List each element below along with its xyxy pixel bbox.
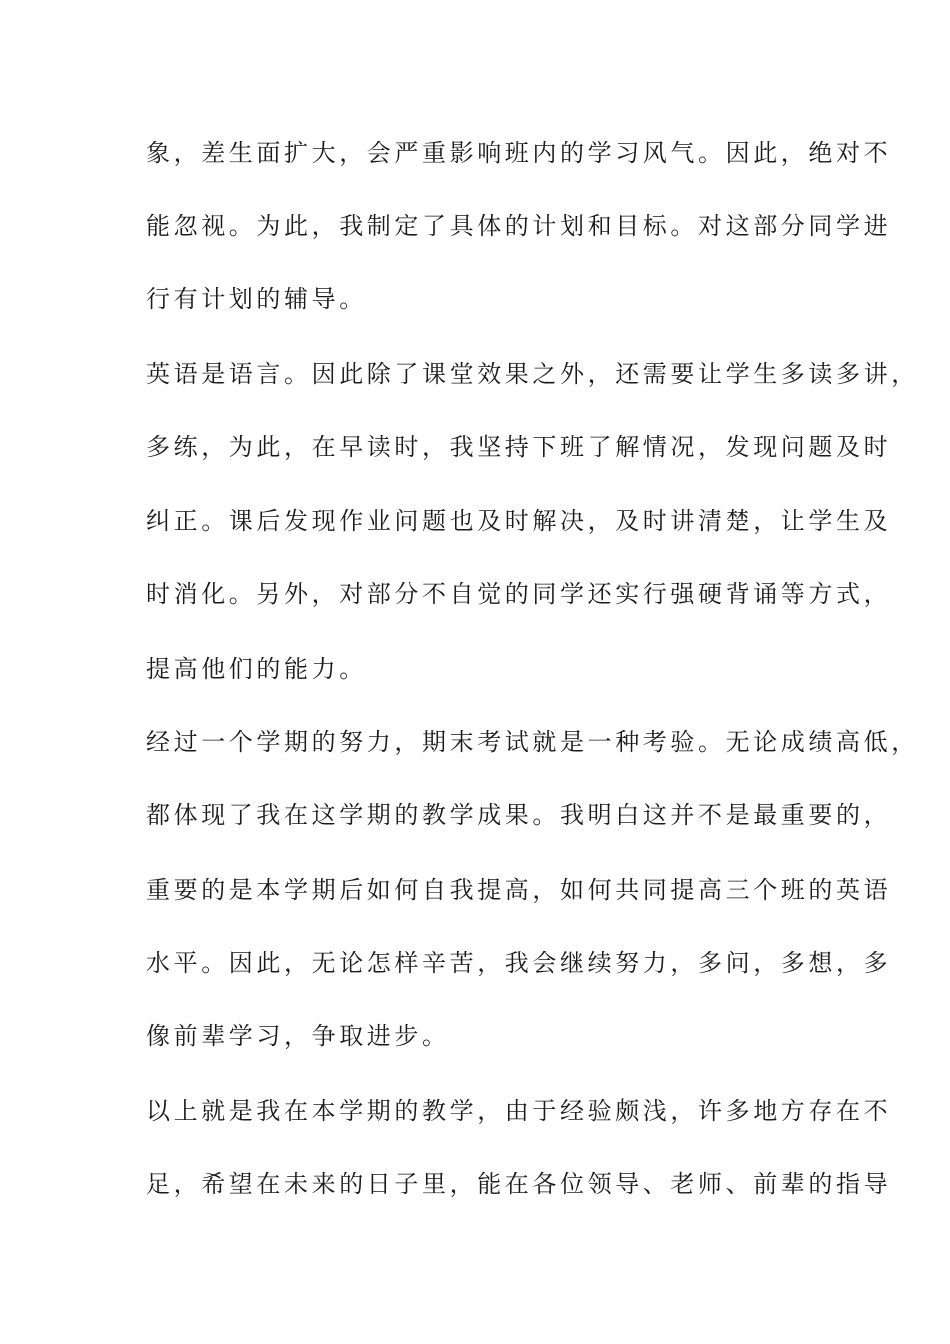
paragraph-line: 足，希望在未来的日子里，能在各位领导、老师、前辈的指导	[146, 1170, 892, 1198]
paragraph-line: 重要的是本学期后如何自我提高，如何共同提高三个班的英语	[146, 876, 892, 904]
paragraph-line: 都体现了我在这学期的教学成果。我明白这并不是最重要的，	[146, 801, 892, 829]
paragraph-line: 纠正。课后发现作业问题也及时解决，及时讲清楚，让学生及	[146, 507, 892, 535]
paragraph-line: 行有计划的辅导。	[146, 285, 367, 313]
paragraph-line: 多练，为此，在早读时，我坚持下班了解情况，发现问题及时	[146, 433, 892, 461]
paragraph-line: 经过一个学期的努力，期末考试就是一种考验。无论成绩高低，	[146, 728, 919, 756]
paragraph-line: 英语是语言。因此除了课堂效果之外，还需要让学生多读多讲，	[146, 360, 919, 388]
paragraph-line: 能忽视。为此，我制定了具体的计划和目标。对这部分同学进	[146, 212, 892, 240]
paragraph-line: 像前辈学习，争取进步。	[146, 1022, 450, 1050]
paragraph-line: 水平。因此，无论怎样辛苦，我会继续努力，多问，多想，多	[146, 949, 892, 977]
paragraph-line: 提高他们的能力。	[146, 655, 367, 683]
paragraph-line: 时消化。另外，对部分不自觉的同学还实行强硬背诵等方式，	[146, 580, 892, 608]
paragraph-line: 象，差生面扩大，会严重影响班内的学习风气。因此，绝对不	[146, 139, 892, 167]
paragraph-line: 以上就是我在本学期的教学，由于经验颇浅，许多地方存在不	[146, 1097, 892, 1125]
